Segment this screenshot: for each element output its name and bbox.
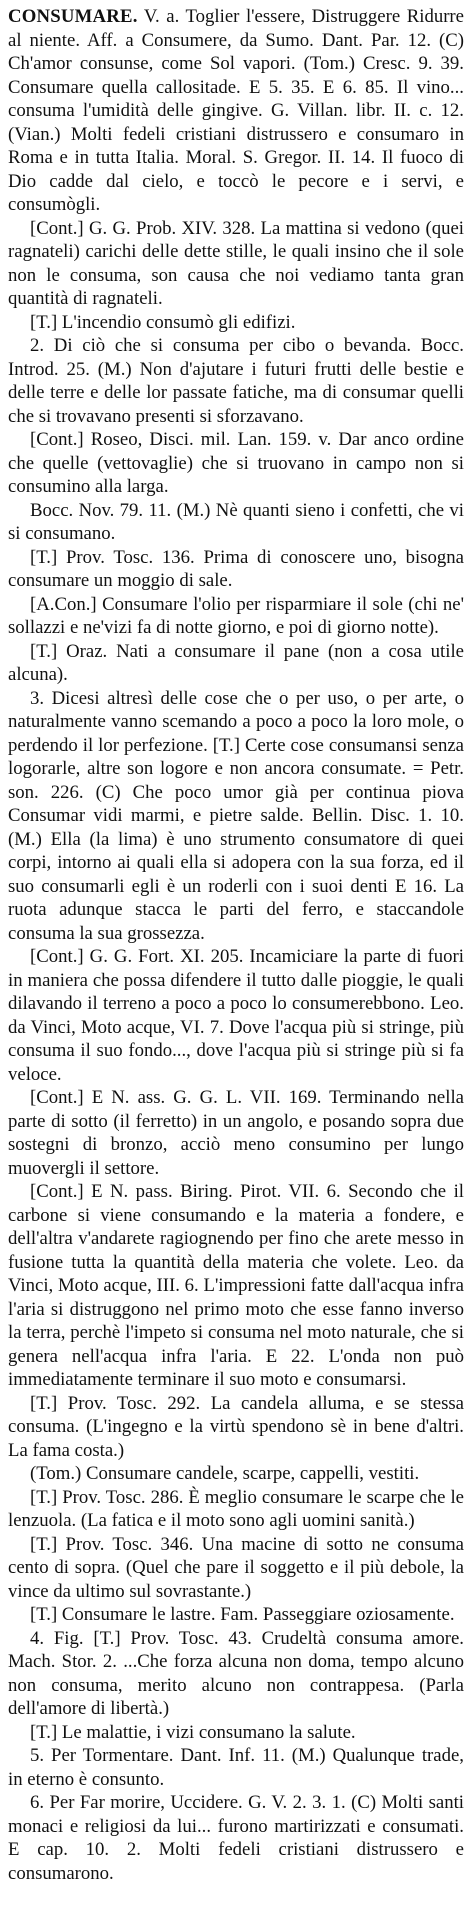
paragraph-bocc-nov: Bocc. Nov. 79. 11. (M.) Nè quanti sieno i confetti, che vi si consumano. xyxy=(8,499,464,544)
paragraph-fort: [Cont.] G. G. Fort. XI. 205. Incamiciare la parte di fuori in maniera che possa difendere il tutto dalle pioggie, le quali dilavando il terreno a poco a poco lo consumerebbono. Leo. da Vinci, Moto acque, VI. 7. Dove l'acqua più si stringe, più consuma il suo fondo..., dove l'acqua più si stringe più si fa veloce. xyxy=(8,946,464,1085)
paragraph-candela: [T.] Prov. Tosc. 292. La candela alluma, e se stessa consuma. (L'ingegno e la virtù spendono sè in bene d'altri. La fama costa.) xyxy=(8,1392,464,1461)
paragraph-prov-136: [T.] Prov. Tosc. 136. Prima di conoscere uno, bisogna consumare un moggio di sale. xyxy=(8,546,464,591)
paragraph-scarpe: [T.] Prov. Tosc. 286. È meglio consumare le scarpe che le lenzuola. (La fatica e il moto sono agli uomini sanità.) xyxy=(8,1486,464,1531)
paragraph-candele: (Tom.) Consumare candele, scarpe, cappelli, vestiti. xyxy=(30,1463,420,1484)
paragraph-roseo: [Cont.] Roseo, Disci. mil. Lan. 159. v. Dar anco ordine che quelle (vettovaglie) che si truovano in campo non si consumino alla larga. xyxy=(8,429,464,497)
paragraph-pass: [Cont.] E N. pass. Biring. Pirot. VII. 6. Secondo che il carbone si viene consumando e la materia a fondere, e dell'altra v'andarete ragiognendo per fino che arete messo in fusione tutta la quantità della materia che volete. Leo. da Vinci, Moto acque, III. 6. L'impressioni fatte dall'acqua infra l'aria si distruggono nel primo moto che esse fanno inverso la terra, perchè l'impeto si consuma nel moto naturale, che si genera nell'acqua infra l'aria. E 22. L'onda non può immediatamente terminare il suo moto e consumarsi. xyxy=(8,1181,464,1390)
entry-opening xyxy=(8,5,464,217)
sense-6-far-morire: 6. Per Far morire, Uccidere. G. V. 2. 3. 1. (C) Molti santi monaci e religiosi da lui... furono martirizzati e consumati. E cap. 10. 2. Molti fedeli cristiani distrussero e consumarono. xyxy=(8,1792,464,1884)
sense-2-cibo: 2. Di ciò che si consuma per cibo o bevanda. Bocc. Introd. 25. (M.) Non d'ajutare i futuri frutti delle bestie e delle terre e delle lor passate fatiche, ma di consumar quelli che si trovavano presenti si sforzavano. xyxy=(8,335,464,427)
paragraph-incendio: [T.] L'incendio consumò gli edifizi. xyxy=(30,311,296,333)
headword: CONSUMARE. xyxy=(8,6,138,27)
paragraph-macine: [T.] Prov. Tosc. 346. Una macine di sotto ne consuma cento di sopra. (Quel che pare il soggetto e il più debole, la vince da ultimo sul sovrastante.) xyxy=(8,1533,464,1602)
sense-3-uso: 3. Dicesi altresì delle cose che o per uso, o per arte, o naturalmente vanno scemando a poco a poco la loro mole, o perdendo il lor perfezione. [T.] Certe cose consumansi senza logorarle, altre son logore e non ancora consumate. = Petr. son. 226. (C) Che poco umor già per continua piova Consumar vidi marmi, e pietre salde. Bellin. Disc. 1. 10. (M.) Ella (la lima) è uno strumento consumatore di quei corpi, intorno ai quali ella si adopera con la sua forza, ed il suo consumarli egli è un roderli con i suoi denti E 16. La ruota adunque stacca le parti del ferro, e staccandole consuma la sua grossezza. xyxy=(8,687,464,944)
entry-definition: V. a. Toglier l'essere, Distruggere Ridurre al niente. Aff. a Consumere, da Sumo. Dant. Par. 12. (C) Ch'amor consunse, come Sol vapori. (Tom.) Cresc. 9. 39. Consumare quella callositade. E 5. 35. E 6. 85. Il vino... consuma l'umidità delle gingive. G. Villan. libr. II. c. 12. (Vian.) Molti fedeli cristiani distrussero e consumaro in Roma e in tutta Italia. Moral. S. Gregor. II. 14. Il fuoco di Dio cadde dal cielo, e toccò le pecore e i servi, e consumògli. xyxy=(8,6,464,215)
paragraph-cont-ragnateli: [Cont.] G. G. Prob. XIV. 328. La mattina si vedono (quei ragnateli) carichi delle dette stille, le quali insino che il sole non le consuma, son causa che noi vediamo tanta gran quantità di ragnateli. xyxy=(8,217,464,309)
sense-5-tormentare: 5. Per Tormentare. Dant. Inf. 11. (M.) Qualunque trade, in eterno è consunto. xyxy=(8,1745,464,1790)
paragraph-oraz: [T.] Oraz. Nati a consumare il pane (non a cosa utile alcuna). xyxy=(8,640,464,685)
paragraph-ass: [Cont.] E N. ass. G. G. L. VII. 169. Terminando nella parte di sotto (il ferretto) in un angolo, e posando sopra due sostegni di bronzo, acciò meno consumino per lungo muovergli il settore. xyxy=(8,1087,464,1179)
paragraph-lastre: [T.] Consumare le lastre. Fam. Passeggiare oziosamente. xyxy=(30,1604,455,1625)
sense-4-fig: 4. Fig. [T.] Prov. Tosc. 43. Crudeltà consuma amore. Mach. Stor. 2. ...Che forza alcuna non doma, tempo alcuno non consuma, merito alcuno non contrappesa. (Parla dell'amore di libertà.) xyxy=(8,1627,464,1719)
paragraph-malattie: [T.] Le malattie, i vizi consumano la salute. xyxy=(30,1721,356,1743)
paragraph-olio: [A.Con.] Consumare l'olio per risparmiare il sole (chi ne' sollazzi e ne'vizi fa di notte giorno, e poi di giorno notte). xyxy=(8,593,464,638)
